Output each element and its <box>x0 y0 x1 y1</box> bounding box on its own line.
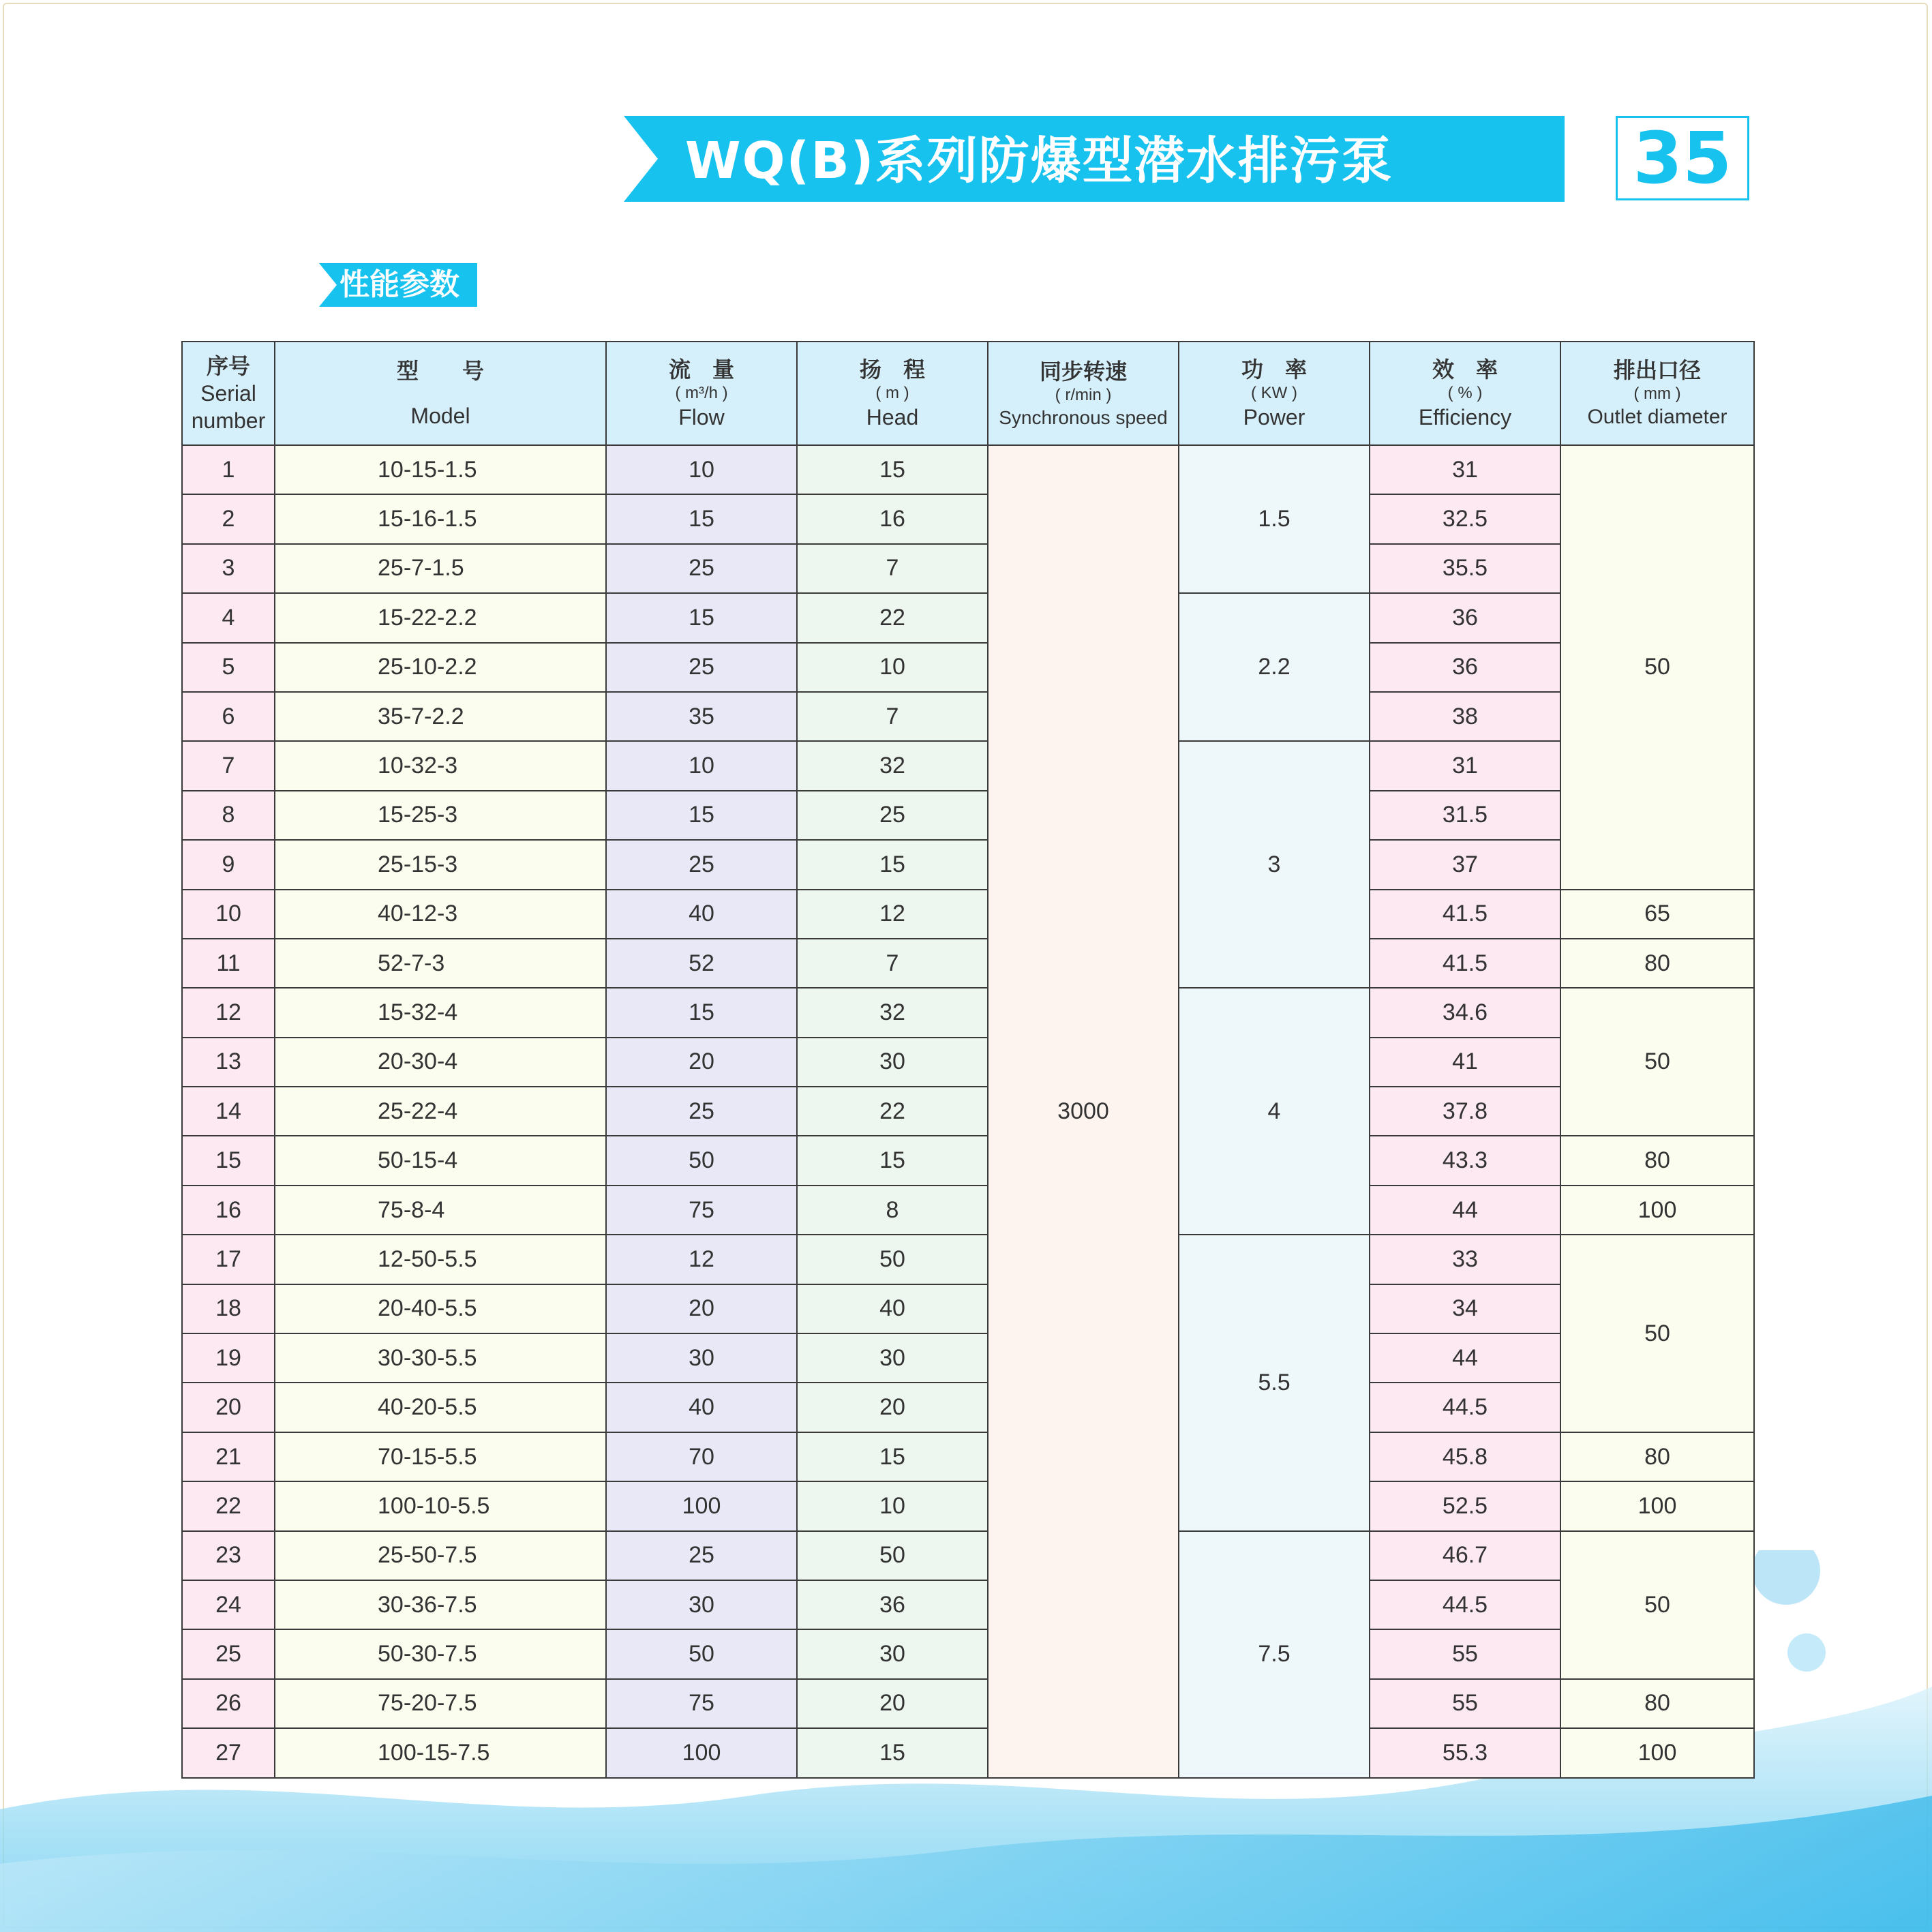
head-cell: 15 <box>797 840 988 889</box>
flow-cell: 52 <box>606 939 797 988</box>
table-row <box>182 1481 1754 1530</box>
efficiency-cell: 41.5 <box>1370 939 1560 988</box>
header-en: Power <box>1243 405 1305 429</box>
efficiency-cell: 45.8 <box>1370 1432 1560 1481</box>
efficiency-cell: 44 <box>1370 1186 1560 1235</box>
flow-cell: 40 <box>606 1383 797 1432</box>
speed-cell: 3000 <box>988 445 1179 1778</box>
header-cn: 排出口径 <box>1613 357 1701 384</box>
power-cell: 4 <box>1179 988 1370 1235</box>
outlet-cell: 80 <box>1560 1136 1754 1185</box>
serial-cell: 9 <box>182 840 275 889</box>
header-head <box>797 342 988 445</box>
efficiency-cell: 31.5 <box>1370 791 1560 840</box>
table-row <box>182 544 1754 593</box>
flow-cell: 15 <box>606 494 797 543</box>
header-unit: ( % ) <box>1447 384 1483 402</box>
model-cell: 10-32-3 <box>275 741 606 790</box>
model-cell: 20-40-5.5 <box>275 1284 606 1333</box>
serial-cell: 17 <box>182 1235 275 1284</box>
head-cell: 32 <box>797 741 988 790</box>
table-row <box>182 593 1754 642</box>
efficiency-cell: 38 <box>1370 692 1560 741</box>
model-cell: 15-22-2.2 <box>275 593 606 642</box>
power-cell: 3 <box>1179 741 1370 988</box>
head-cell: 7 <box>797 544 988 593</box>
header-cn: 功 率 <box>1241 357 1307 382</box>
outlet-cell: 100 <box>1560 1186 1754 1235</box>
serial-cell: 20 <box>182 1383 275 1432</box>
model-cell: 12-50-5.5 <box>275 1235 606 1284</box>
serial-cell: 7 <box>182 741 275 790</box>
page-title: WQ(B)系列防爆型潜水排污泵 <box>685 132 1393 190</box>
serial-cell: 6 <box>182 692 275 741</box>
serial-cell: 18 <box>182 1284 275 1333</box>
head-cell: 20 <box>797 1383 988 1432</box>
efficiency-cell: 36 <box>1370 643 1560 692</box>
outlet-cell: 80 <box>1560 1432 1754 1481</box>
table-row <box>182 494 1754 543</box>
flow-cell: 15 <box>606 791 797 840</box>
serial-cell: 11 <box>182 939 275 988</box>
head-cell: 32 <box>797 988 988 1037</box>
outlet-cell: 65 <box>1560 890 1754 939</box>
model-cell: 25-50-7.5 <box>275 1531 606 1580</box>
outlet-cell: 100 <box>1560 1481 1754 1530</box>
serial-cell: 12 <box>182 988 275 1037</box>
head-cell: 30 <box>797 1629 988 1678</box>
model-cell: 25-10-2.2 <box>275 643 606 692</box>
performance-table <box>181 341 1755 1779</box>
table-row <box>182 1728 1754 1777</box>
efficiency-cell: 31 <box>1370 741 1560 790</box>
header-en: Flow <box>678 405 725 429</box>
power-cell: 5.5 <box>1179 1235 1370 1530</box>
efficiency-cell: 34.6 <box>1370 988 1560 1037</box>
table-row <box>182 1383 1754 1432</box>
flow-cell: 20 <box>606 1284 797 1333</box>
head-cell: 25 <box>797 791 988 840</box>
head-cell: 36 <box>797 1580 988 1629</box>
head-cell: 40 <box>797 1284 988 1333</box>
head-cell: 8 <box>797 1186 988 1235</box>
head-cell: 10 <box>797 643 988 692</box>
outlet-cell: 50 <box>1560 1531 1754 1679</box>
outlet-cell: 100 <box>1560 1728 1754 1777</box>
model-cell: 20-30-4 <box>275 1038 606 1087</box>
head-cell: 15 <box>797 1432 988 1481</box>
table-row <box>182 890 1754 939</box>
efficiency-cell: 46.7 <box>1370 1531 1560 1580</box>
flow-cell: 10 <box>606 741 797 790</box>
outlet-cell: 80 <box>1560 939 1754 988</box>
efficiency-cell: 32.5 <box>1370 494 1560 543</box>
efficiency-cell: 55 <box>1370 1679 1560 1728</box>
serial-cell: 1 <box>182 445 275 494</box>
flow-cell: 25 <box>606 840 797 889</box>
table-row <box>182 1629 1754 1678</box>
header-cn: 型 号 <box>396 358 484 384</box>
model-cell: 75-8-4 <box>275 1186 606 1235</box>
header-unit: ( m ) <box>875 384 909 402</box>
power-cell: 1.5 <box>1179 445 1370 593</box>
serial-cell: 8 <box>182 791 275 840</box>
header-unit: ( m³/h ) <box>675 384 728 402</box>
model-cell: 15-32-4 <box>275 988 606 1037</box>
efficiency-cell: 55 <box>1370 1629 1560 1678</box>
flow-cell: 50 <box>606 1136 797 1185</box>
model-cell: 75-20-7.5 <box>275 1679 606 1728</box>
power-cell: 7.5 <box>1179 1531 1370 1778</box>
flow-cell: 40 <box>606 890 797 939</box>
serial-cell: 23 <box>182 1531 275 1580</box>
efficiency-cell: 35.5 <box>1370 544 1560 593</box>
head-cell: 30 <box>797 1333 988 1383</box>
table-row <box>182 1284 1754 1333</box>
outlet-cell: 50 <box>1560 445 1754 890</box>
table-row <box>182 1186 1754 1235</box>
table-row <box>182 1235 1754 1284</box>
model-cell: 25-15-3 <box>275 840 606 889</box>
serial-cell: 5 <box>182 643 275 692</box>
model-cell: 70-15-5.5 <box>275 1432 606 1481</box>
serial-cell: 22 <box>182 1481 275 1530</box>
model-cell: 25-7-1.5 <box>275 544 606 593</box>
flow-cell: 20 <box>606 1038 797 1087</box>
model-cell: 50-15-4 <box>275 1136 606 1185</box>
flow-cell: 70 <box>606 1432 797 1481</box>
flow-cell: 15 <box>606 988 797 1037</box>
flow-cell: 25 <box>606 1087 797 1136</box>
table-row <box>182 988 1754 1037</box>
head-cell: 7 <box>797 692 988 741</box>
header-model <box>275 342 606 445</box>
head-cell: 12 <box>797 890 988 939</box>
serial-cell: 10 <box>182 890 275 939</box>
table-row <box>182 741 1754 790</box>
model-cell: 15-25-3 <box>275 791 606 840</box>
header-en: Head <box>866 405 919 429</box>
header-cn: 同步转速 <box>1039 358 1127 384</box>
power-cell: 2.2 <box>1179 593 1370 741</box>
header-power <box>1179 342 1370 445</box>
table-row <box>182 1679 1754 1728</box>
efficiency-cell: 44.5 <box>1370 1383 1560 1432</box>
model-cell: 30-30-5.5 <box>275 1333 606 1383</box>
serial-cell: 14 <box>182 1087 275 1136</box>
header-cn: 扬 程 <box>859 357 925 382</box>
serial-cell: 24 <box>182 1580 275 1629</box>
head-cell: 7 <box>797 939 988 988</box>
flow-cell: 75 <box>606 1186 797 1235</box>
flow-cell: 30 <box>606 1580 797 1629</box>
header-en: Efficiency <box>1418 405 1512 429</box>
model-cell: 100-10-5.5 <box>275 1481 606 1530</box>
efficiency-cell: 33 <box>1370 1235 1560 1284</box>
head-cell: 15 <box>797 1136 988 1185</box>
table-row <box>182 939 1754 988</box>
efficiency-cell: 43.3 <box>1370 1136 1560 1185</box>
model-cell: 52-7-3 <box>275 939 606 988</box>
header-efficiency <box>1370 342 1560 445</box>
table-row <box>182 1087 1754 1136</box>
table-row <box>182 445 1754 494</box>
table-row <box>182 1038 1754 1087</box>
head-cell: 20 <box>797 1679 988 1728</box>
table-row <box>182 1531 1754 1580</box>
efficiency-cell: 44 <box>1370 1333 1560 1383</box>
flow-cell: 35 <box>606 692 797 741</box>
efficiency-cell: 37.8 <box>1370 1087 1560 1136</box>
flow-cell: 25 <box>606 643 797 692</box>
table-row <box>182 1333 1754 1383</box>
header-serial <box>182 342 275 445</box>
head-cell: 22 <box>797 1087 988 1136</box>
serial-cell: 27 <box>182 1728 275 1777</box>
table-row <box>182 1580 1754 1629</box>
table-body <box>182 445 1754 1778</box>
efficiency-cell: 36 <box>1370 593 1560 642</box>
head-cell: 50 <box>797 1235 988 1284</box>
outlet-cell: 50 <box>1560 988 1754 1136</box>
efficiency-cell: 44.5 <box>1370 1580 1560 1629</box>
efficiency-cell: 31 <box>1370 445 1560 494</box>
head-cell: 50 <box>797 1531 988 1580</box>
serial-cell: 19 <box>182 1333 275 1383</box>
header-en: Model <box>410 404 470 428</box>
header-en: Synchronous speed <box>999 406 1168 428</box>
model-cell: 10-15-1.5 <box>275 445 606 494</box>
model-cell: 30-36-7.5 <box>275 1580 606 1629</box>
table-row <box>182 840 1754 889</box>
header-unit: ( mm ) <box>1633 384 1681 404</box>
model-cell: 40-20-5.5 <box>275 1383 606 1432</box>
header-outlet <box>1560 342 1754 445</box>
efficiency-cell: 41.5 <box>1370 890 1560 939</box>
header-cn: 流 量 <box>668 357 734 382</box>
serial-cell: 25 <box>182 1629 275 1678</box>
head-cell: 30 <box>797 1038 988 1087</box>
efficiency-cell: 37 <box>1370 840 1560 889</box>
header-flow <box>606 342 797 445</box>
section-label: 性能参数 <box>339 267 459 302</box>
serial-cell: 4 <box>182 593 275 642</box>
head-cell: 15 <box>797 445 988 494</box>
flow-cell: 10 <box>606 445 797 494</box>
serial-cell: 15 <box>182 1136 275 1185</box>
header-unit: ( r/min ) <box>1055 385 1112 404</box>
header-unit: ( KW ) <box>1251 384 1297 402</box>
header-cn: 效 率 <box>1432 357 1498 382</box>
head-cell: 10 <box>797 1481 988 1530</box>
outlet-cell: 50 <box>1560 1235 1754 1432</box>
efficiency-cell: 34 <box>1370 1284 1560 1333</box>
model-cell: 100-15-7.5 <box>275 1728 606 1777</box>
model-cell: 40-12-3 <box>275 890 606 939</box>
model-cell: 35-7-2.2 <box>275 692 606 741</box>
page-number: 35 <box>1616 116 1749 200</box>
table-row <box>182 791 1754 840</box>
flow-cell: 25 <box>606 544 797 593</box>
head-cell: 22 <box>797 593 988 642</box>
model-cell: 50-30-7.5 <box>275 1629 606 1678</box>
flow-cell: 30 <box>606 1333 797 1383</box>
flow-cell: 15 <box>606 593 797 642</box>
head-cell: 15 <box>797 1728 988 1777</box>
header-en: Serial number <box>191 381 266 433</box>
serial-cell: 3 <box>182 544 275 593</box>
table-row <box>182 1432 1754 1481</box>
model-cell: 15-16-1.5 <box>275 494 606 543</box>
flow-cell: 100 <box>606 1728 797 1777</box>
model-cell: 25-22-4 <box>275 1087 606 1136</box>
serial-cell: 21 <box>182 1432 275 1481</box>
header-en: Outlet diameter <box>1587 406 1727 429</box>
serial-cell: 13 <box>182 1038 275 1087</box>
table-row <box>182 692 1754 741</box>
table-header-row <box>182 342 1754 445</box>
header-cn: 序号 <box>206 353 250 379</box>
serial-cell: 26 <box>182 1679 275 1728</box>
flow-cell: 100 <box>606 1481 797 1530</box>
efficiency-cell: 41 <box>1370 1038 1560 1087</box>
flow-cell: 25 <box>606 1531 797 1580</box>
flow-cell: 75 <box>606 1679 797 1728</box>
table-row <box>182 643 1754 692</box>
flow-cell: 12 <box>606 1235 797 1284</box>
outlet-cell: 80 <box>1560 1679 1754 1728</box>
efficiency-cell: 55.3 <box>1370 1728 1560 1777</box>
serial-cell: 2 <box>182 494 275 543</box>
flow-cell: 50 <box>606 1629 797 1678</box>
header-speed <box>988 342 1179 445</box>
table-row <box>182 1136 1754 1185</box>
efficiency-cell: 52.5 <box>1370 1481 1560 1530</box>
serial-cell: 16 <box>182 1186 275 1235</box>
head-cell: 16 <box>797 494 988 543</box>
